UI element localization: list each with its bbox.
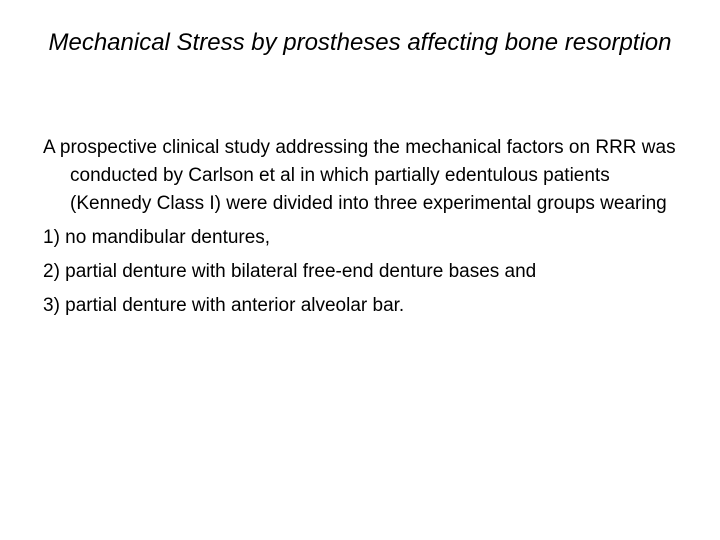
study-description: A prospective clinical study addressing the mechanical factors on RRR was conducted by Carlson et al in which partially edentulous patients (Kennedy Class I) were divided into three experimental groups wearing <box>43 137 676 214</box>
group-item-2: 2) partial denture with bilateral free-end denture bases and <box>43 261 537 282</box>
group-item-3: 3) partial denture with anterior alveolar bar. <box>43 295 405 316</box>
group-item-1: 1) no mandibular dentures, <box>43 227 271 248</box>
slide-title: Mechanical Stress by prostheses affecting bone resorption <box>48 29 672 56</box>
slide-body <box>43 134 683 326</box>
